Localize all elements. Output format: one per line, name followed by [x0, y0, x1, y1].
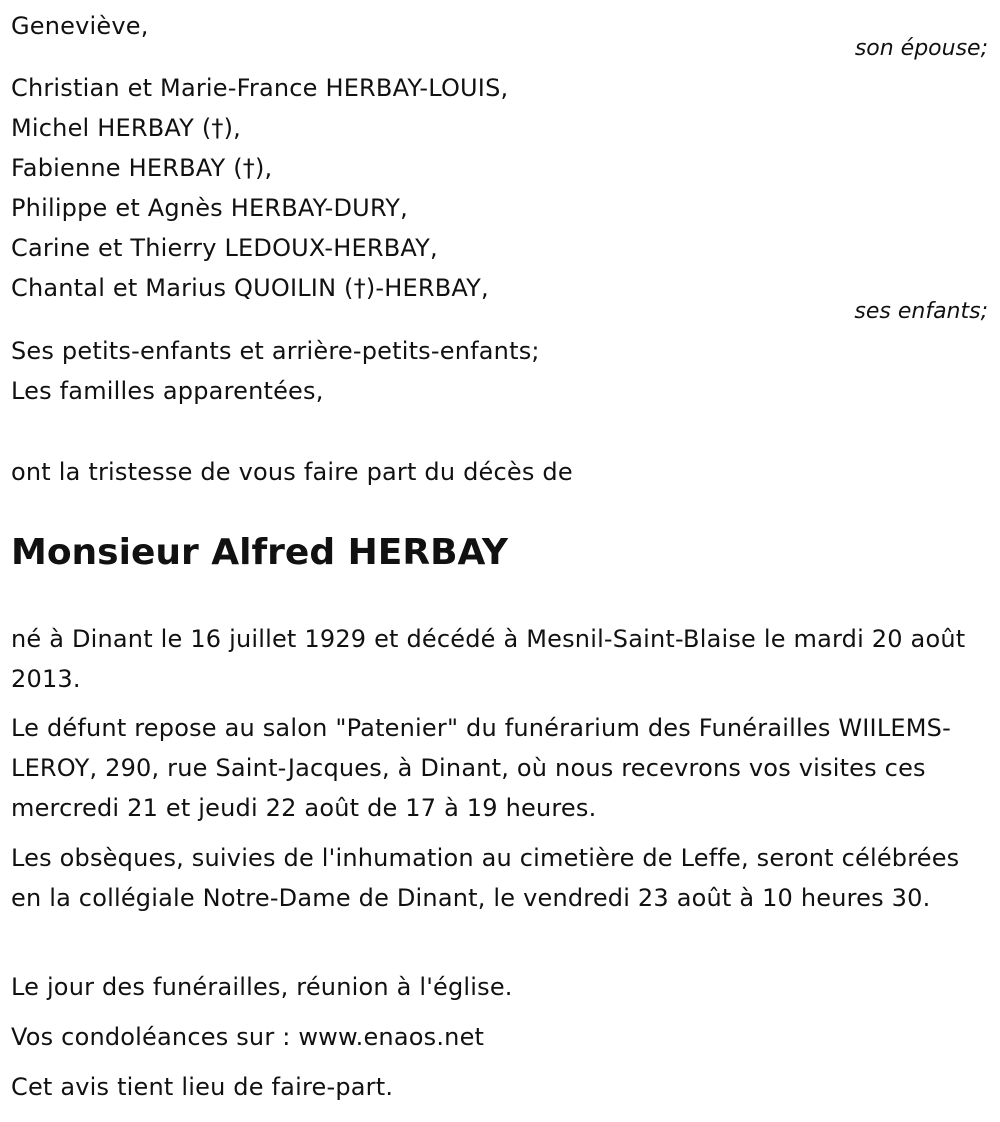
child-line: Philippe et Agnès HERBAY-DURY, [11, 194, 408, 222]
meeting-paragraph: Le jour des funérailles, réunion à l'église. [11, 973, 513, 1001]
child-line: Carine et Thierry LEDOUX-HERBAY, [11, 234, 438, 262]
funeral-paragraph: Les obsèques, suivies de l'inhumation au cimetière de Leffe, seront célébrées en la collégiale Notre-Dame de Dinant, le vendredi 23 août à 10 heures 30. [11, 844, 960, 912]
wife-role: son épouse; [854, 36, 988, 61]
grandchildren-line: Ses petits-enfants et arrière-petits-enfants; [11, 337, 540, 365]
child-line: Chantal et Marius QUOILIN (†)-HERBAY, [11, 274, 489, 302]
families-line: Les familles apparentées, [11, 377, 324, 405]
wife-name: Geneviève, [11, 12, 149, 40]
children-role: ses enfants; [854, 299, 988, 324]
child-line: Christian et Marie-France HERBAY-LOUIS, [11, 74, 509, 102]
visitation-paragraph: Le défunt repose au salon "Patenier" du funérarium des Funérailles WIILEMS-LEROY, 290, rue Saint-Jacques, à Dinant, où nous recevrons vos visites ces mercredi 21 et jeudi 22 août de 17 à 19 heures. [11, 714, 951, 822]
condolences-paragraph: Vos condoléances sur : www.enaos.net [11, 1023, 485, 1051]
child-line: Fabienne HERBAY (†), [11, 154, 273, 182]
deceased-name: Monsieur Alfred HERBAY [11, 532, 508, 573]
birth-death-paragraph: né à Dinant le 16 juillet 1929 et décédé à Mesnil-Saint-Blaise le mardi 20 août 2013. [11, 625, 966, 693]
notice-paragraph: Cet avis tient lieu de faire-part. [11, 1073, 394, 1101]
announcement-line: ont la tristesse de vous faire part du décès de [11, 458, 573, 486]
child-line: Michel HERBAY (†), [11, 114, 241, 142]
